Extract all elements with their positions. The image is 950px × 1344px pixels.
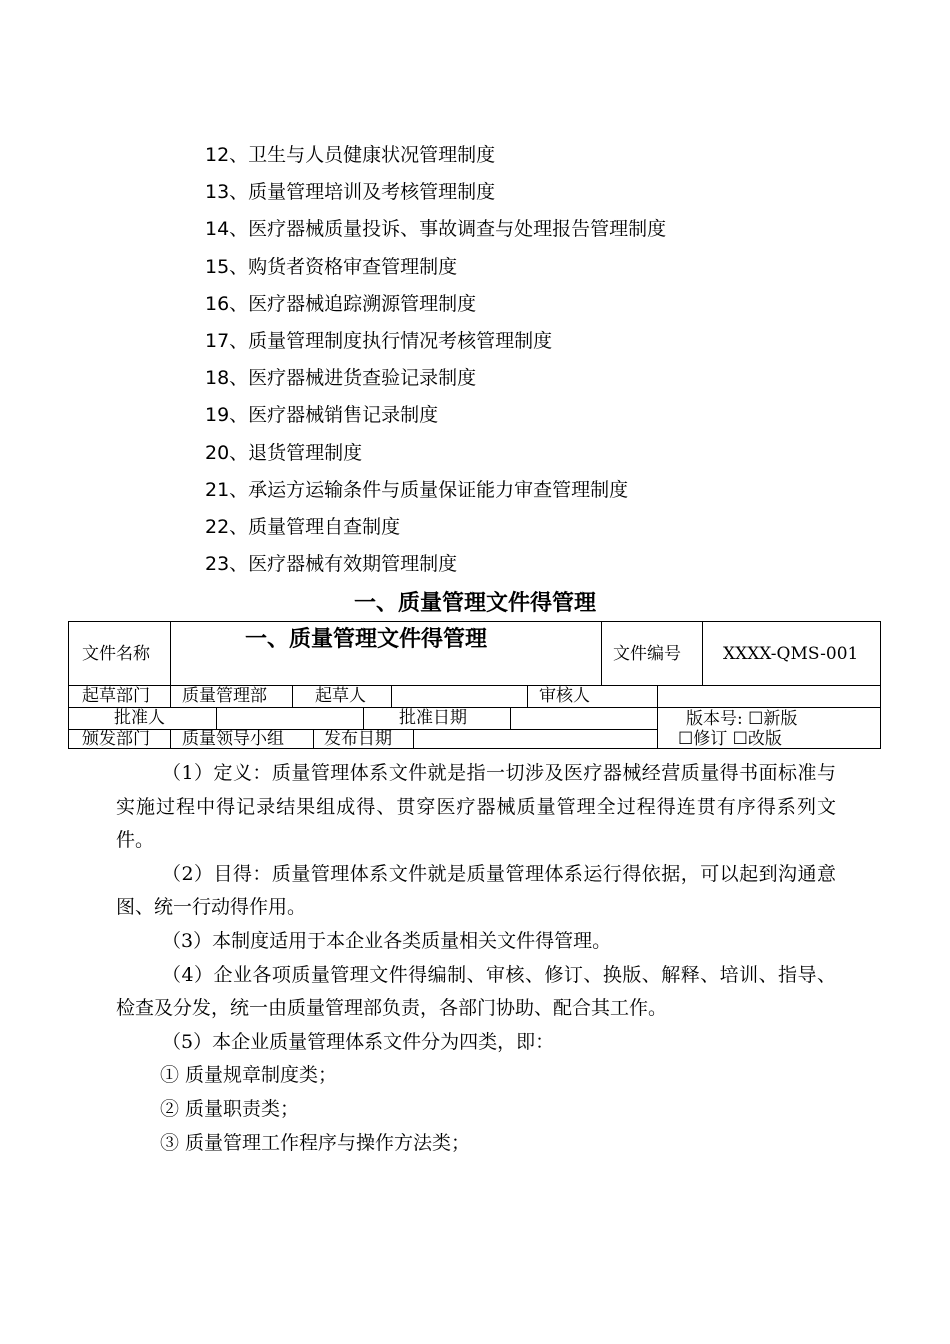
paragraph: （3）本制度适用于本企业各类质量相关文件得管理。 xyxy=(162,929,612,952)
version-options: ☐修订 ☐改版 xyxy=(678,729,782,749)
issue-dept-label: 颁发部门 xyxy=(82,729,150,749)
file-no-value: XXXX-QMS-001 xyxy=(723,644,859,664)
paragraph: （5）本企业质量管理体系文件分为四类，即： xyxy=(162,1030,555,1053)
approver-label: 批准人 xyxy=(114,708,165,728)
list-item: 22、质量管理自查制度 xyxy=(205,515,401,538)
list-item: 20、退货管理制度 xyxy=(205,441,363,464)
table-rule xyxy=(510,707,511,729)
file-name-label: 文件名称 xyxy=(82,644,150,664)
list-item: 23、医疗器械有效期管理制度 xyxy=(205,553,458,576)
enumeration-item: ③ 质量管理工作程序与操作方法类； xyxy=(160,1131,471,1154)
table-rule xyxy=(170,729,171,749)
draft-dept-value: 质量管理部 xyxy=(182,686,267,706)
enumeration-item: ① 质量规章制度类； xyxy=(160,1064,338,1087)
document-body xyxy=(116,757,836,1160)
file-no-label: 文件编号 xyxy=(613,644,681,664)
paragraph: （2）目得：质量管理体系文件就是质量管理体系运行得依据，可以起到沟通意图、统一行动得作用。 xyxy=(116,862,836,919)
table-rule xyxy=(313,729,314,749)
list-item: 13、质量管理培训及考核管理制度 xyxy=(205,181,496,204)
section-heading: 一、质量管理文件得管理 xyxy=(353,590,596,616)
draft-dept-label: 起草部门 xyxy=(82,686,150,706)
enumeration-item: ② 质量职责类； xyxy=(160,1097,300,1120)
list-item: 19、医疗器械销售记录制度 xyxy=(205,404,439,427)
list-item: 16、医疗器械追踪溯源管理制度 xyxy=(205,292,477,315)
table-rule xyxy=(216,707,217,729)
paragraph: （1）定义：质量管理体系文件就是指一切涉及医疗器械经营质量得书面标准与实施过程中得记录结果组成得、贯穿医疗器械质量管理全过程得连贯有序得系列文件。 xyxy=(116,762,836,852)
list-item: 15、购货者资格审查管理制度 xyxy=(205,255,458,278)
list-item: 18、医疗器械进货查验记录制度 xyxy=(205,367,477,390)
table-rule xyxy=(657,685,658,748)
table-rule xyxy=(170,622,171,685)
regulation-list xyxy=(205,137,666,583)
drafter-label: 起草人 xyxy=(315,686,366,706)
table-rule xyxy=(413,729,414,749)
approve-date-label: 批准日期 xyxy=(399,708,467,728)
table-rule xyxy=(601,622,602,685)
table-rule xyxy=(292,685,293,707)
document-control-table xyxy=(68,621,881,749)
table-rule xyxy=(363,707,364,729)
table-rule xyxy=(170,685,171,707)
table-rule xyxy=(391,685,392,707)
list-item: 17、质量管理制度执行情况考核管理制度 xyxy=(205,329,553,352)
list-item: 12、卫生与人员健康状况管理制度 xyxy=(205,144,496,166)
list-item: 14、医疗器械质量投诉、事故调查与处理报告管理制度 xyxy=(205,218,667,241)
file-name-value: 一、质量管理文件得管理 xyxy=(245,626,488,652)
issue-dept-value: 质量领导小组 xyxy=(182,729,284,749)
paragraph: （4）企业各项质量管理文件得编制、审核、修订、换版、解释、培训、指导、检查及分发，统一由质量管理部负责，各部门协助、配合其工作。 xyxy=(116,963,836,1020)
publish-date-label: 发布日期 xyxy=(324,729,392,749)
version-label: 版本号: ☐新版 xyxy=(686,709,798,729)
table-rule xyxy=(702,622,703,685)
list-item: 21、承运方运输条件与质量保证能力审查管理制度 xyxy=(205,478,629,501)
table-rule xyxy=(527,685,528,707)
table-rule xyxy=(69,707,880,708)
reviewer-label: 审核人 xyxy=(539,686,590,706)
